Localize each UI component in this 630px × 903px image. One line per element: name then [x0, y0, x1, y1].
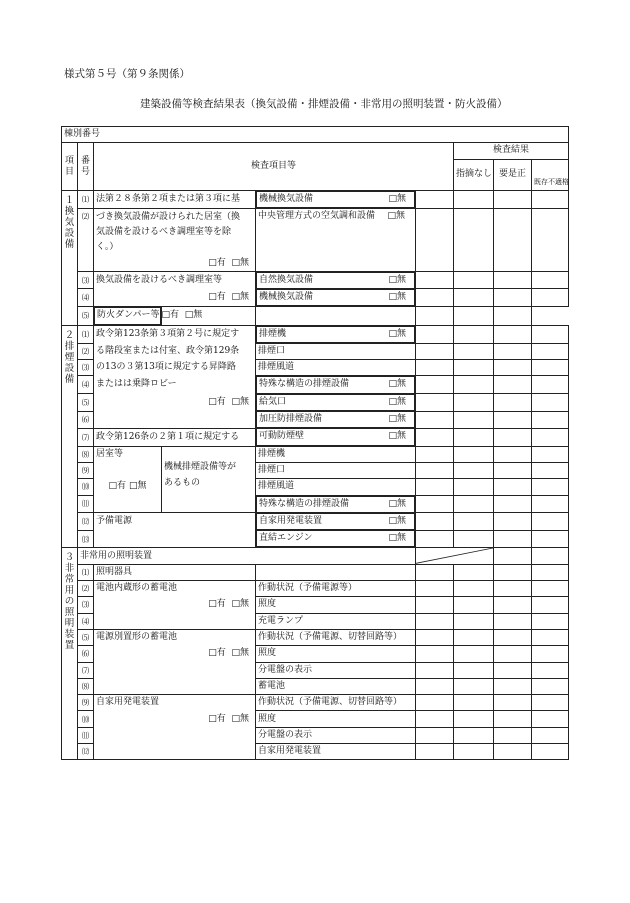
row-number: ⑵: [78, 209, 94, 271]
sec2-left1-checks: [94, 394, 256, 411]
row-number: ⑶: [78, 597, 94, 613]
diagonal-cell: [416, 548, 494, 564]
sec3-r12: 自家用発電装置: [256, 743, 416, 759]
row-number: ⑿: [78, 743, 94, 759]
sec3-header-row: [62, 548, 569, 564]
row-number: ⑻: [78, 678, 94, 694]
sec2-row-1: [62, 325, 569, 343]
sec2-r8: 排煙機: [256, 446, 416, 462]
sec1-row-5: [62, 307, 569, 325]
sec2-row-9: [62, 462, 569, 478]
row-number: ⑻: [78, 446, 94, 462]
sec3-row-8: [62, 678, 569, 694]
sec2-row-5: [62, 394, 569, 411]
sec2-r11: 特殊な構造の排煙設備 □無: [256, 496, 415, 513]
sec1-left3-checks: [94, 289, 256, 307]
checkbox-none[interactable]: □無: [388, 379, 406, 390]
sec2-label: ２排煙設備: [62, 325, 78, 548]
checkbox-no[interactable]: □無: [231, 599, 249, 610]
col-item-header: 項目: [62, 143, 78, 191]
row-number: ⑽: [78, 711, 94, 727]
sec2-left1-line2: る階段室または付室、政令第129条: [94, 343, 256, 359]
sec2-row-3: [62, 360, 569, 376]
sec1-left5: 防火ダンパー等 □有 □無: [94, 307, 161, 324]
sec2-r2: 排煙口: [256, 343, 416, 359]
sec3-row-2: [62, 581, 569, 597]
checkbox-none[interactable]: □無: [388, 515, 406, 526]
checkbox-yes[interactable]: □有: [208, 599, 226, 610]
row-number: ⑸: [78, 394, 94, 411]
sec2-left8-checks: [94, 479, 162, 495]
sec2-r7: 可動防煙壁 □無: [256, 428, 415, 445]
checkbox-yes[interactable]: □有: [208, 292, 226, 303]
sec2-r6: 加圧防排煙設備 □無: [256, 411, 415, 428]
col-correction-header: 要是正: [494, 159, 532, 191]
sec3-label: ３非常用の照明装置: [62, 548, 78, 760]
sec2-mech: 機械排煙設備等が あるもの: [162, 446, 256, 513]
row-number: ⑴: [78, 325, 94, 343]
checkbox-none[interactable]: □無: [388, 414, 406, 425]
sec2-row-12: [62, 513, 569, 530]
row-number: ⑼: [78, 695, 94, 711]
sec1-row-3: [62, 271, 569, 289]
row-number: ⑴: [78, 564, 94, 580]
sec2-r1: 排煙機 □無: [256, 326, 415, 343]
sec1-r4: 機械換気設備 □無: [256, 289, 415, 306]
sec3-row-4: [62, 613, 569, 629]
col-no-header: 番号: [78, 143, 94, 191]
sec2-r12: 自家用発電装置 □無: [256, 513, 415, 530]
sec2-row-10: [62, 479, 569, 495]
sec3-r3: 照度: [256, 597, 416, 613]
col-existing-header: 既存不適格: [532, 175, 569, 191]
checkbox-no[interactable]: □無: [231, 648, 249, 659]
checkbox-none[interactable]: □無: [388, 274, 406, 285]
sec1-left3: 換気設備を設けるべき調理室等: [94, 271, 256, 289]
sec3-row-9: [62, 695, 569, 711]
sec1-row-2: [62, 209, 569, 225]
sec2-left1-line1: 政令第123条第３項第２号に規定す: [94, 325, 256, 343]
row-number: ⑹: [78, 411, 94, 428]
sec3-r7: 分電盤の表示: [256, 662, 416, 678]
sec1-r3: 自然換気設備 □無: [256, 272, 415, 289]
building-no-row: [62, 127, 569, 143]
row-number: ⑷: [78, 613, 94, 629]
sec2-row-6: [62, 411, 569, 428]
checkbox-yes[interactable]: □有: [108, 481, 127, 492]
sec3-row-5: [62, 629, 569, 645]
sec2-row-13: [62, 530, 569, 548]
row-number: ⑾: [78, 727, 94, 743]
checkbox-yes[interactable]: □有: [161, 310, 179, 321]
sec3-left9-checks: [94, 711, 256, 727]
checkbox-none[interactable]: □無: [387, 211, 405, 222]
row-number: ⑼: [78, 462, 94, 478]
sec1-left1-checks: [94, 255, 256, 271]
sec2-r13: 直結エンジン □無: [256, 530, 415, 547]
checkbox-no[interactable]: □無: [231, 396, 249, 407]
sec2-r10: 排煙風道: [256, 479, 416, 495]
sec3-left1: 照明器具: [94, 564, 256, 580]
row-number: ⑹: [78, 646, 94, 662]
sec2-r5: 給気口 □無: [256, 394, 415, 411]
checkbox-none[interactable]: □無: [388, 194, 406, 205]
sec3-row-3: [62, 597, 569, 613]
document-title: 建築設備等検査結果表（換気設備・排煙設備・非常用の照明装置・防火設備）: [140, 98, 508, 110]
checkbox-none[interactable]: □無: [388, 396, 406, 407]
sec3-r6: 照度: [256, 646, 416, 662]
sec1-row-1: [62, 191, 569, 209]
checkbox-none[interactable]: □無: [388, 328, 406, 339]
sec2-left1-line4: またはは乗降ロビー: [94, 376, 256, 394]
sec2-left8: 居室等: [94, 446, 162, 462]
inspection-table: [61, 126, 569, 760]
checkbox-none[interactable]: □無: [388, 498, 406, 509]
sec2-r4: 特殊な構造の排煙設備 □無: [256, 376, 415, 393]
sec3-left9: 自家用発電装置: [94, 695, 256, 711]
sec2-row-2: [62, 343, 569, 359]
sec3-row-10: [62, 711, 569, 727]
col-inspection-header: 検査項目等: [94, 143, 454, 191]
sec3-left2-checks: [94, 597, 256, 613]
sec3-r9: 作動状況（予備電源、切替回路等）: [256, 695, 416, 711]
checkbox-no[interactable]: □無: [184, 310, 203, 321]
sec2-left7: 政令第126条の２第１項に規定する: [94, 428, 256, 446]
sec3-r8: 蓄電池: [256, 678, 416, 694]
sec2-left12: 予備電源: [94, 513, 256, 530]
header-row-1: [62, 143, 569, 159]
checkbox-yes[interactable]: □有: [208, 396, 226, 407]
sec1-r1: 機械換気設備 □無: [256, 191, 415, 208]
sec3-left2: 電池内蔵形の蓄電池: [94, 581, 256, 597]
row-number: ⑺: [78, 662, 94, 678]
sec3-header: 非常用の照明装置: [78, 548, 416, 564]
sec3-r2: 作動状況（予備電源等）: [256, 581, 416, 597]
checkbox-yes[interactable]: □有: [208, 257, 226, 268]
sec1-label: １換気設備: [62, 191, 78, 325]
row-number: ⑸: [78, 629, 94, 645]
sec2-left1-line3: の13の３第13項に規定する昇降路: [94, 360, 256, 376]
sec3-row-12: [62, 743, 569, 759]
building-no-label: 棟別番号: [62, 127, 569, 143]
sec3-r5: 作動状況（予備電源、切替回路等）: [256, 629, 416, 645]
sec3-row-11: [62, 727, 569, 743]
checkbox-none[interactable]: □無: [388, 291, 406, 302]
row-number: ⑶: [78, 360, 94, 376]
sec3-r4: 充電ランプ: [256, 613, 416, 629]
sec3-left5-checks: [94, 646, 256, 662]
col-result-header: 検査結果: [454, 143, 569, 159]
row-number: ⑵: [78, 581, 94, 597]
sec2-r3: 排煙風道: [256, 360, 416, 376]
row-number: ⑷: [78, 289, 94, 307]
checkbox-no[interactable]: □無: [231, 292, 249, 303]
sec1-row-4: [62, 289, 569, 307]
checkbox-none[interactable]: □無: [388, 431, 406, 442]
row-number: ⑶: [78, 271, 94, 289]
sec2-row-8: [62, 446, 569, 462]
sec2-row-4: [62, 376, 569, 394]
col-no-issue-header: 指摘なし: [454, 159, 494, 191]
row-number: ⑽: [78, 479, 94, 495]
sec3-r11: 分電盤の表示: [256, 727, 416, 743]
row-number: ⑸: [78, 307, 94, 325]
sec1-left1-line3: 気設備を設けるべき調理室等を除: [94, 225, 256, 240]
sec1-left1-line2: づき換気設備が設けられた居室（換: [94, 209, 256, 225]
checkbox-no[interactable]: □無: [128, 481, 147, 492]
sec3-row-6: [62, 646, 569, 662]
form-number: 様式第５号（第９条関係）: [64, 68, 190, 80]
row-number: ⑴: [78, 191, 94, 209]
checkbox-no[interactable]: □無: [231, 257, 249, 268]
row-number: ⑷: [78, 376, 94, 394]
sec3-row-7: [62, 662, 569, 678]
checkbox-none[interactable]: □無: [388, 533, 406, 544]
sec2-row-7: [62, 428, 569, 446]
checkbox-yes[interactable]: □有: [208, 648, 226, 659]
sec1-left1-line1: 法第２８条第２項または第３項に基: [94, 191, 256, 209]
row-number: ⑾: [78, 495, 94, 513]
row-number: ⑺: [78, 428, 94, 446]
sec2-row-11: [62, 495, 569, 513]
checkbox-no[interactable]: □無: [231, 713, 249, 724]
checkbox-yes[interactable]: □有: [208, 713, 226, 724]
sec1-r2: 中央管理方式の空気調和設備 □無: [256, 209, 416, 271]
row-number: ⑿: [78, 513, 94, 530]
sec3-r10: 照度: [256, 711, 416, 727]
row-number: ⒀: [78, 530, 94, 548]
sec2-r9: 排煙口: [256, 462, 416, 478]
sec1-left1-line4: く。）: [94, 240, 256, 255]
row-number: ⑵: [78, 343, 94, 359]
sec3-row-1: [62, 564, 569, 580]
sec3-left5: 電源別置形の蓄電池: [94, 629, 256, 645]
